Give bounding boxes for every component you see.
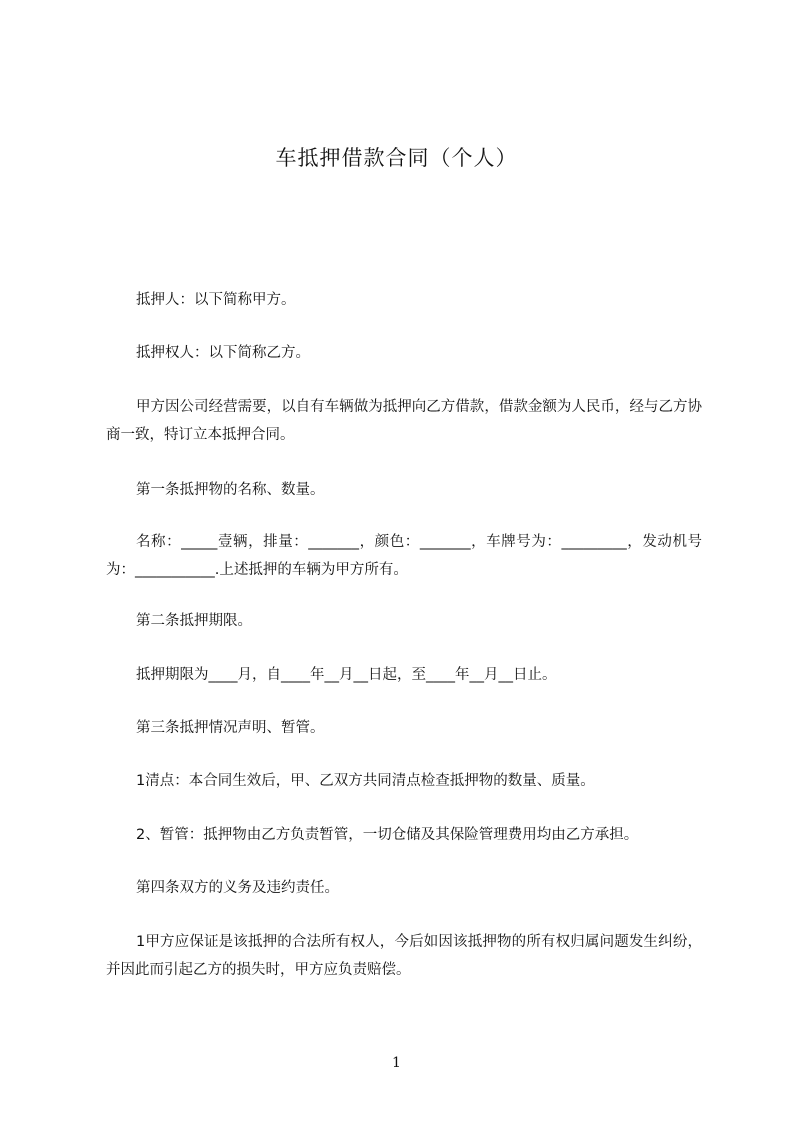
article-2-heading: 第二条抵押期限。: [136, 613, 252, 629]
article-3-item-1: 1清点：本合同生效后，甲、乙双方共同清点检查抵押物的数量、质量。: [136, 773, 595, 789]
article-3-item-2: 2、暂管：抵押物由乙方负责暂管，一切仓储及其保险管理费用均由乙方承担。: [136, 827, 639, 843]
article-1-heading: 第一条抵押物的名称、数量。: [136, 482, 325, 498]
article-4-item-1: 1甲方应保证是该抵押的合法所有权人，今后如因该抵押物的所有权归属问题发生纠纷，并因此而引起乙方的损失时，甲方应负责赔偿。: [106, 934, 702, 978]
document-title: 车抵押借款合同（个人）: [275, 146, 518, 170]
article-4-heading: 第四条双方的义务及违约责任。: [136, 880, 339, 896]
article-2-body: 抵押期限为____月，自____年__月__日起，至____年__月__日止。: [136, 667, 557, 683]
article-1-body: 名称：_____壹辆，排量：_______，颜色：_______，车牌号为：_________，发动机号为：___________.上述抵押的车辆为甲方所有。: [106, 534, 702, 578]
article-3-heading: 第三条抵押情况声明、暂管。: [136, 720, 325, 736]
paragraph-mortgagee: 抵押权人：以下简称乙方。: [136, 345, 310, 361]
page-number: 1: [392, 1055, 401, 1071]
paragraph-preamble: 甲方因公司经营需要，以自有车辆做为抵押向乙方借款，借款金额为人民币，经与乙方协商一致，特订立本抵押合同。: [106, 399, 702, 443]
paragraph-mortgagor: 抵押人：以下简称甲方。: [136, 292, 296, 308]
